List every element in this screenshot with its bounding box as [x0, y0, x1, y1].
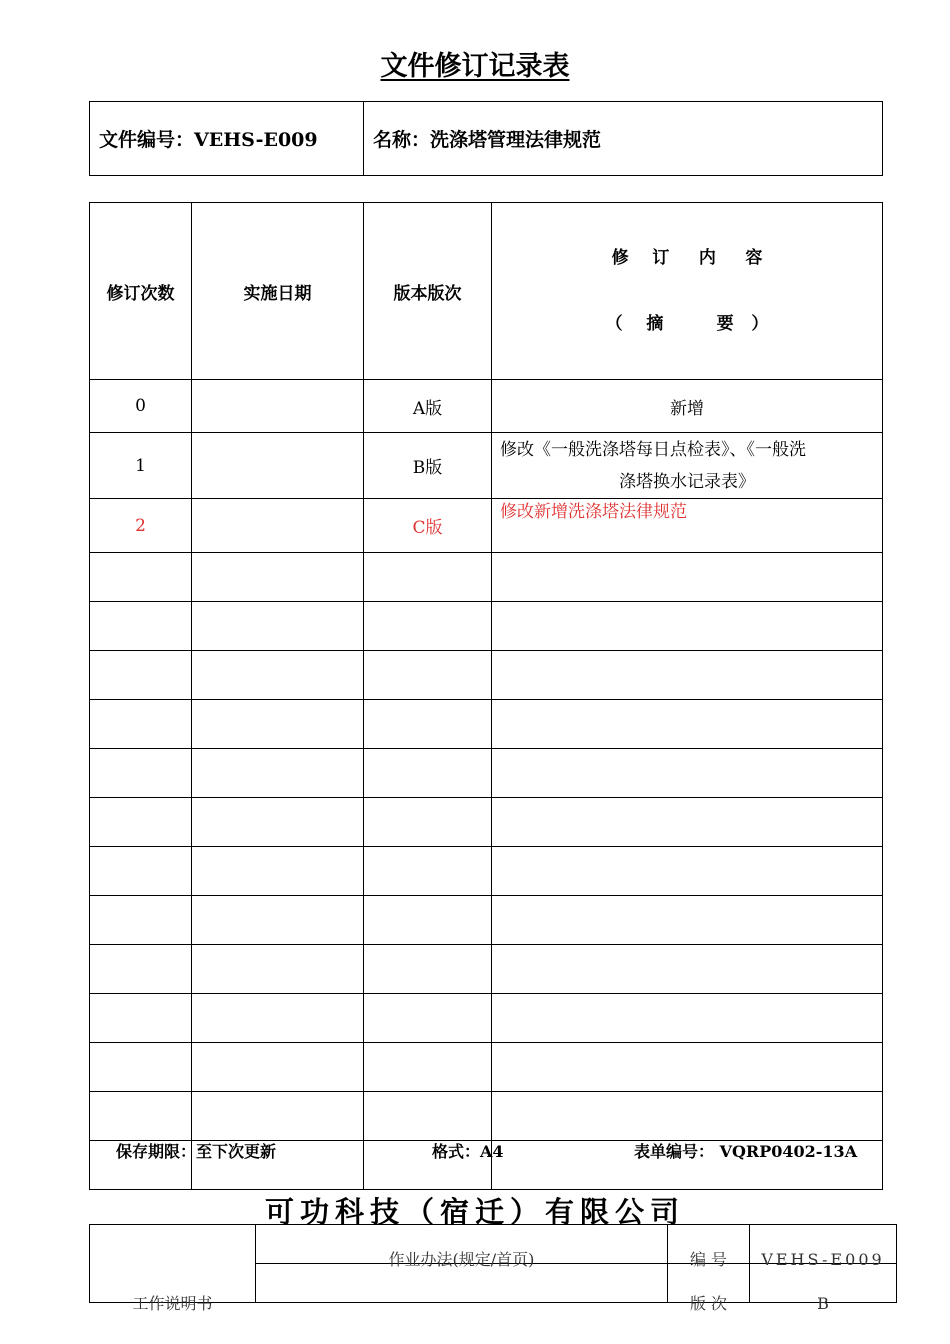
- cell-content: [492, 1043, 883, 1092]
- cell-content-line2: 涤塔换水记录表》: [619, 471, 755, 492]
- cell-version: [364, 798, 492, 847]
- cell-date: [192, 994, 364, 1043]
- cell-content: [492, 433, 883, 499]
- form-number: 表单编号： VQRP0402-13A: [634, 1142, 858, 1161]
- number-label: 编 号: [689, 1250, 728, 1269]
- cell-rev: [90, 847, 192, 896]
- cell-content: [492, 499, 883, 553]
- cell-date: [192, 380, 364, 433]
- col-header-content-line1: 修 订 内 容: [611, 248, 763, 268]
- table-row-empty: [90, 994, 883, 1043]
- cell-date: [192, 798, 364, 847]
- table-row-empty: [90, 847, 883, 896]
- table-row-empty: [90, 1043, 883, 1092]
- cell-content-line1: 修改《一般洗涤塔每日点检表》、《一般洗: [500, 439, 806, 460]
- cell-version: [364, 896, 492, 945]
- cell-version: [364, 553, 492, 602]
- table-row: [90, 380, 883, 433]
- cell-content: [492, 700, 883, 749]
- cell-rev: [90, 553, 192, 602]
- empty-rows: [90, 553, 883, 1190]
- table-row-empty: [90, 896, 883, 945]
- cell-version: A版: [364, 380, 492, 433]
- cell-content-text: 修改新增洗涤塔法律规范: [500, 502, 687, 522]
- cell-ver-label: [668, 1264, 750, 1313]
- cell-date: [192, 896, 364, 945]
- table-row-empty: [90, 700, 883, 749]
- cell-work-instruction: [90, 1225, 256, 1313]
- table-row-empty: [90, 1092, 883, 1141]
- cell-rev: [90, 651, 192, 700]
- cell-date: [192, 602, 364, 651]
- table-row-empty: [90, 651, 883, 700]
- cell-version: C版: [364, 499, 492, 553]
- cell-version: [364, 602, 492, 651]
- cell-content: [492, 749, 883, 798]
- cell-content: [492, 651, 883, 700]
- cell-content: [492, 553, 883, 602]
- table-row-empty: [90, 798, 883, 847]
- next-page-header-table: [89, 1224, 897, 1313]
- table-header-row: [90, 203, 883, 380]
- cell-no-value: [750, 1225, 897, 1269]
- cell-date: [192, 433, 364, 499]
- col-header-version: 版本版次: [364, 203, 492, 380]
- page-title: 文件修订记录表: [380, 51, 570, 82]
- cell-content: 新增: [492, 380, 883, 433]
- cell-date: [192, 1043, 364, 1092]
- table-row: [90, 433, 883, 499]
- cell-date: [192, 553, 364, 602]
- cell-version: [364, 994, 492, 1043]
- cell-date: [192, 945, 364, 994]
- cell-rev: 2: [90, 499, 192, 553]
- cell-rev: 0: [90, 380, 192, 433]
- doc-name: 名称：洗涤塔管理法律规范: [364, 102, 883, 176]
- cell-blank: [256, 1264, 668, 1303]
- cell-method: [256, 1225, 668, 1269]
- cell-content: [492, 896, 883, 945]
- cell-rev: [90, 994, 192, 1043]
- cell-version: [364, 651, 492, 700]
- cell-rev: [90, 798, 192, 847]
- cell-date: [192, 700, 364, 749]
- cell-rev: [90, 700, 192, 749]
- revision-table: [89, 202, 883, 1190]
- cell-version: B版: [364, 433, 492, 499]
- cell-content: [492, 1092, 883, 1141]
- cell-version: [364, 749, 492, 798]
- version-label: 版 次: [689, 1294, 728, 1313]
- cell-content: [492, 847, 883, 896]
- cell-no-label: [668, 1225, 750, 1269]
- cell-rev: 1: [90, 433, 192, 499]
- cell-rev: [90, 945, 192, 994]
- col-header-content: [492, 203, 883, 380]
- cell-date: [192, 499, 364, 553]
- cell-version: [364, 1043, 492, 1092]
- table-row-empty: [90, 945, 883, 994]
- col-header-content-line2: （ 摘 要 ）: [605, 314, 769, 334]
- cell-version: [364, 847, 492, 896]
- cell-rev: [90, 1043, 192, 1092]
- method-label: 作业办法(规定/首页): [388, 1250, 535, 1269]
- cell-date: [192, 1092, 364, 1141]
- document-header-table: [89, 101, 883, 176]
- cell-rev: [90, 602, 192, 651]
- col-header-date: 实施日期: [192, 203, 364, 380]
- cell-rev: [90, 749, 192, 798]
- work-instruction-label: 工作说明书: [132, 1294, 213, 1313]
- cell-version: [364, 700, 492, 749]
- cell-content: [492, 602, 883, 651]
- paper-format: 格式：A4: [432, 1142, 504, 1161]
- col-header-rev: 修订次数: [90, 203, 192, 380]
- version-value: B: [817, 1294, 829, 1313]
- table-row-empty: [90, 749, 883, 798]
- cell-ver-value: [750, 1264, 897, 1313]
- cell-content: [492, 994, 883, 1043]
- table-row-empty: [90, 553, 883, 602]
- cell-content: [492, 945, 883, 994]
- cell-date: [192, 847, 364, 896]
- retention-period: 保存期限：至下次更新: [116, 1142, 277, 1161]
- cell-date: [192, 651, 364, 700]
- doc-number: 文件编号：VEHS-E009: [90, 102, 364, 176]
- table-row-empty: [90, 602, 883, 651]
- table-row: [90, 499, 883, 553]
- number-value: VEHS-E009: [761, 1250, 885, 1269]
- cell-version: [364, 945, 492, 994]
- cell-content: [492, 798, 883, 847]
- cell-rev: [90, 896, 192, 945]
- company-name: 可功科技（宿迁）有限公司: [264, 1195, 685, 1229]
- cell-date: [192, 749, 364, 798]
- cell-version: [364, 1092, 492, 1141]
- cell-rev: [90, 1092, 192, 1141]
